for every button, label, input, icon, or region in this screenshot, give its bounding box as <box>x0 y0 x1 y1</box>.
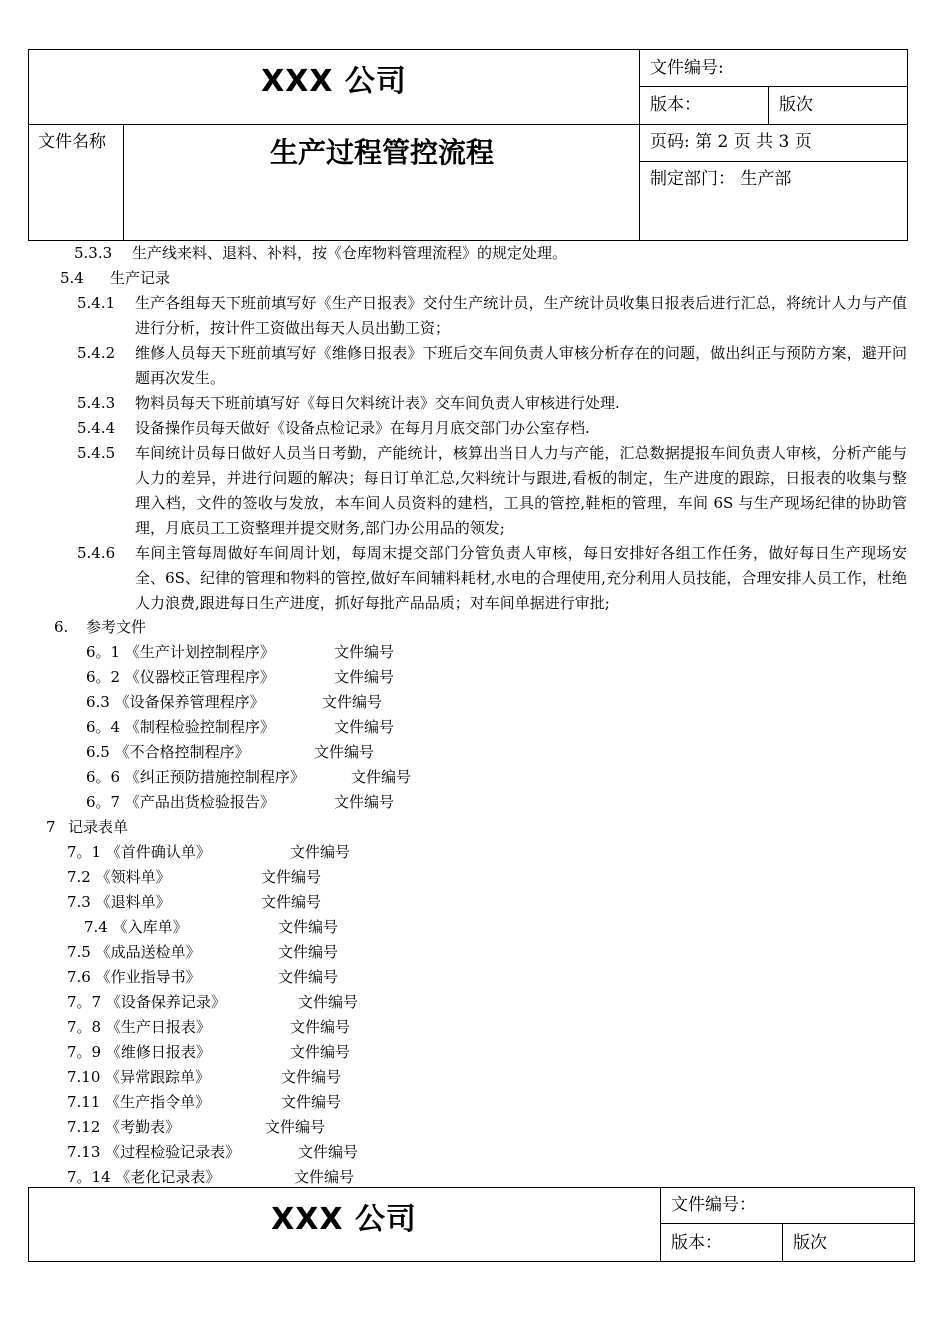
record-code-label: 文件编号 <box>294 1168 355 1186</box>
company-name: XXX 公司 <box>261 64 407 99</box>
section-number: 5.3.3 <box>74 244 113 262</box>
footer-divider <box>660 1223 914 1224</box>
record-code-label: 文件编号 <box>290 1043 351 1061</box>
header-divider <box>639 86 907 87</box>
item-number: 5.4.5 <box>77 444 116 462</box>
reference-code-label: 文件编号 <box>322 693 383 711</box>
record-code-label: 文件编号 <box>298 993 359 1011</box>
record-name: 7。14 《老化记录表》 <box>67 1168 221 1186</box>
reference-name: 6.3 《设备保养管理程序》 <box>86 693 265 711</box>
section-text: 生产线来料、退料、补料，按《仓库物料管理流程》的规定处理。 <box>132 244 568 262</box>
file-number-label: 文件编号: <box>650 58 724 78</box>
file-name-label: 文件名称 <box>38 132 106 152</box>
record-name: 7.12 《考勤表》 <box>67 1118 181 1136</box>
footer-file-number-label: 文件编号： <box>671 1195 756 1215</box>
edition-label: 版次 <box>779 95 813 115</box>
record-name: 7。8 《生产日报表》 <box>67 1018 211 1036</box>
item-number: 5.4.3 <box>77 394 116 412</box>
item-number: 5.4.4 <box>77 419 116 437</box>
record-name: 7.5 《成品送检单》 <box>67 943 201 961</box>
item-text: 物料员每天下班前填写好《每日欠料统计表》交车间负责人审核进行处理. <box>135 394 620 412</box>
item-text: 生产各组每天下班前填写好《生产日报表》交付生产统计员，生产统计员收集日报表后进行汇总，将统计人力与产值进行分析，按计件工资做出每天人员出勤工资； <box>135 294 907 337</box>
item-number: 5.4.2 <box>77 344 116 362</box>
record-name: 7。7 《设备保养记录》 <box>67 993 226 1011</box>
footer-divider <box>782 1223 783 1261</box>
record-code-label: 文件编号 <box>261 868 322 886</box>
record-code-label: 文件编号 <box>265 1118 326 1136</box>
record-code-label: 文件编号 <box>281 1093 342 1111</box>
record-code-label: 文件编号 <box>281 1068 342 1086</box>
reference-name: 6。7 《产品出货检验报告》 <box>86 793 275 811</box>
record-code-label: 文件编号 <box>290 843 351 861</box>
record-code-label: 文件编号 <box>278 918 339 936</box>
item-number: 5.4.1 <box>77 294 116 312</box>
reference-name: 6.5 《不合格控制程序》 <box>86 743 250 761</box>
reference-name: 6。4 《制程检验控制程序》 <box>86 718 275 736</box>
reference-name: 6。6 《纠正预防措施控制程序》 <box>86 768 305 786</box>
record-code-label: 文件编号 <box>290 1018 351 1036</box>
section-number: 5.4 <box>60 269 84 287</box>
section-heading: 参考文件 <box>86 618 147 636</box>
section-heading: 记录表单 <box>68 818 129 836</box>
item-text: 维修人员每天下班前填写好《维修日报表》下班后交车间负责人审核分析存在的问题，做出纠正与预防方案，避开问题再次发生。 <box>135 344 907 387</box>
record-name: 7。9 《维修日报表》 <box>67 1043 211 1061</box>
record-name: 7.10 《异常跟踪单》 <box>67 1068 211 1086</box>
section-heading: 生产记录 <box>110 269 171 287</box>
version-label: 版本： <box>650 95 701 115</box>
section-number: 6. <box>54 618 69 636</box>
reference-code-label: 文件编号 <box>334 718 395 736</box>
document-title: 生产过程管控流程 <box>269 136 494 169</box>
footer-version-label: 版本： <box>671 1233 722 1253</box>
page-number: 页码: 第 2 页 共 3 页 <box>650 132 812 152</box>
reference-code-label: 文件编号 <box>334 668 395 686</box>
header-divider <box>639 124 907 125</box>
footer-company-name: XXX 公司 <box>271 1202 417 1237</box>
record-name: 7.2 《领料单》 <box>67 868 171 886</box>
record-name: 7.11 《生产指令单》 <box>67 1093 211 1111</box>
record-name: 7.6 《作业指导书》 <box>67 968 201 986</box>
header-divider <box>639 161 907 162</box>
section-number: 7 <box>46 818 56 836</box>
reference-code-label: 文件编号 <box>351 768 412 786</box>
department-label: 制定部门： 生产部 <box>650 169 792 189</box>
footer-divider <box>660 1187 661 1261</box>
reference-code-label: 文件编号 <box>334 793 395 811</box>
record-code-label: 文件编号 <box>298 1143 359 1161</box>
footer-edition-label: 版次 <box>793 1233 827 1253</box>
record-code-label: 文件编号 <box>278 943 339 961</box>
record-code-label: 文件编号 <box>261 893 322 911</box>
reference-code-label: 文件编号 <box>314 743 375 761</box>
item-text: 设备操作员每天做好《设备点检记录》在每月月底交部门办公室存档. <box>135 419 590 437</box>
record-name: 7.3 《退料单》 <box>67 893 171 911</box>
reference-name: 6。1 《生产计划控制程序》 <box>86 643 275 661</box>
item-number: 5.4.6 <box>77 544 116 562</box>
record-code-label: 文件编号 <box>278 968 339 986</box>
item-text: 车间主管每周做好车间周计划，每周末提交部门分管负责人审核，每日安排好各组工作任务，做好每日生产现场安全、6S、纪律的管理和物料的管控,做好车间辅料耗材,水电的合理使用,充分利用人员技能，合理安排人员工作，杜绝人力浪费,跟进每日生产进度，抓好每批产品品质；对车间单据进行审批; <box>135 544 907 612</box>
record-name: 7。1 《首件确认单》 <box>67 843 211 861</box>
reference-code-label: 文件编号 <box>334 643 395 661</box>
item-text: 车间统计员每日做好人员当日考勤，产能统计，核算出当日人力与产能，汇总数据提报车间负责人审核，分析产能与人力的差异，并进行问题的解决；每日订单汇总,欠料统计与跟进,看板的制定，生产进度的跟踪，日报表的收集与整理入档，文件的签收与发放，本车间人员资料的建档，工具的管控,鞋柜的管理，车间 6S 与生产现场纪律的协助管理，月底员工工资整理并提交财务,部门办公用品的领发; <box>135 444 907 537</box>
reference-name: 6。2 《仪器校正管理程序》 <box>86 668 275 686</box>
header-divider <box>768 86 769 124</box>
record-name: 7.13 《过程检验记录表》 <box>67 1143 241 1161</box>
record-name: 7.4 《入库单》 <box>84 918 188 936</box>
header-divider <box>28 124 640 125</box>
